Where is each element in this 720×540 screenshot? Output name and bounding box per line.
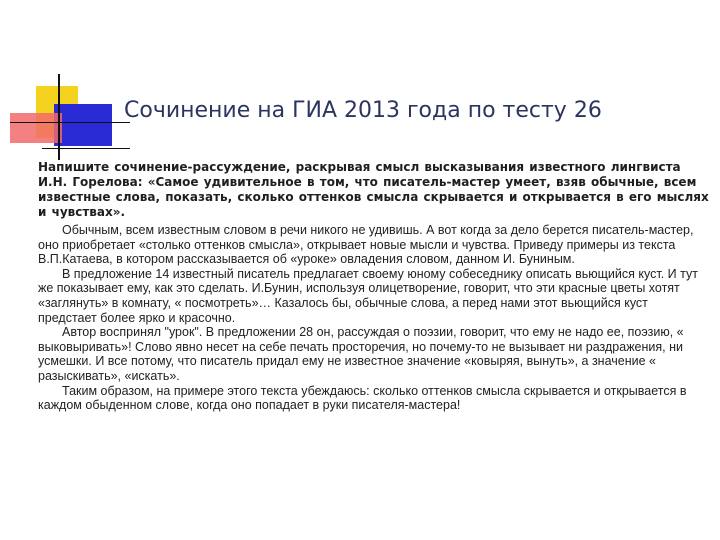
essay-paragraph-4: Таким образом, на примере этого текста убеждаюсь: сколько оттенков смысла скрывается и открывается в каждом обыденном слове, когда оно попадает в руки писателя-мастера! — [38, 383, 687, 413]
essay-paragraph-2: В предложение 14 известный писатель предлагает своему юному собеседнику описать вьющийся куст. И тут же показывает ему, как это сделать. И.Бунин, используя олицетворение, говорит, что эти красные цветы хотят «заглянуть» в комнату, « посмотреть»… Казалось бы, обычные слова, а перед нами этот вьющийся куст предстает более ярко и красочно. — [38, 266, 698, 325]
essay-paragraph-3: Автор воспринял "урок". В предложении 28 он, рассуждая о поэзии, говорит, что ему не надо ее, поэзию, « выковыривать»! Слово явно несет на себе печать просторечия, но почему-то не вызывает ни раздражения, ни усмешки. И все потому, что писатель придал ему не известное значение «ковыряя, вынуть», а значение « разыскивать», «искать». — [38, 325, 684, 383]
essay-body — [38, 223, 710, 413]
decor-horizontal-line-lower — [42, 148, 130, 149]
decor-red-square — [10, 113, 62, 143]
slide-title: Сочинение на ГИА 2013 года по тесту 26 — [124, 98, 602, 123]
essay-paragraph-1: Обычным, всем известным словом в речи никого не удивишь. А вот когда за дело берется писатель-мастер, оно приобретает «столько оттенков смысла», открывает новые мысли и чувства. Приведу примеры из текста В.П.Катаева, в котором рассказывается об «уроке» овладения словом, данном И. Буниным. — [38, 223, 694, 267]
essay-prompt: Напишите сочинение-рассуждение, раскрывая смысл высказывания известного лингвиста И.Н. Горелова: «Самое удивительное в том, что писатель-мастер умеет, взяв обычные, всем известные слова, показать, сколько оттенков смысла скрывается и открывается в его мыслях и чувствах». — [38, 160, 709, 219]
decor-horizontal-line — [10, 122, 130, 123]
decor-blue-square — [54, 104, 112, 146]
